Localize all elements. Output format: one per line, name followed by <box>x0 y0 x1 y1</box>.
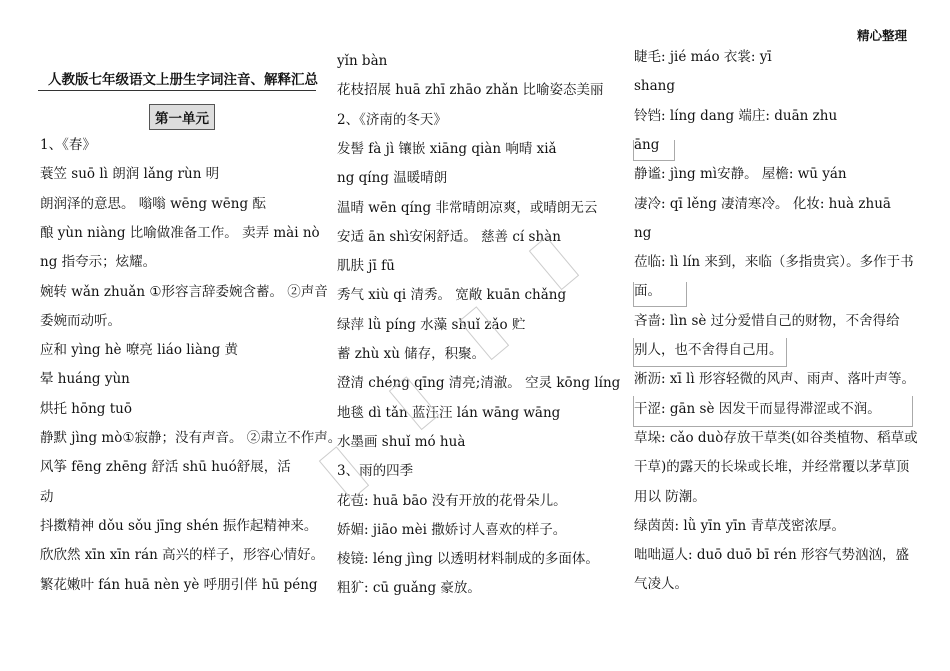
underline-box <box>633 140 675 161</box>
text-line: 绿萍 lǜ píng 水藻 shuǐ zǎo 贮 <box>337 316 526 333</box>
underline-box <box>633 338 787 367</box>
text-line: 咄咄逼人: duō duō bī rén 形容气势汹汹，盛 <box>634 547 910 564</box>
text-line: 抖擞精神 dǒu sǒu jīng shén 振作起精神来。 <box>40 517 318 534</box>
text-line: 花苞: huā bāo 没有开放的花骨朵儿。 <box>337 492 567 509</box>
text-line: 花枝招展 huā zhī zhāo zhǎn 比喻姿态美丽 <box>337 82 604 99</box>
text-line: 干草)的露天的长垛或长堆，并经常覆以茅草顶 <box>634 459 910 476</box>
text-line: 别人，也不舍得自己用。 <box>634 342 783 358</box>
text-line: 1、《春》 <box>40 137 96 153</box>
text-line: 澄清 chéng qīng 清亮;清澈。 空灵 kōng líng <box>337 375 621 392</box>
text-line: ng 指夸示；炫耀。 <box>40 254 157 271</box>
underline-box <box>633 396 913 427</box>
text-line: 2、《济南的冬天》 <box>337 111 447 128</box>
text-line: 草垛: cǎo duò存放干草类(如谷类植物、稻草或 <box>634 429 918 446</box>
text-line: 用以 防潮。 <box>634 488 706 505</box>
text-line: 晕 huáng yùn <box>40 371 130 388</box>
text-line: 应和 yìng hè 嘹亮 liáo liàng 黄 <box>40 342 239 359</box>
text-line: 蓄 zhù xù 储存，积聚。 <box>337 346 486 362</box>
text-line: 面。 <box>634 283 661 300</box>
text-line: 委婉而动听。 <box>40 312 121 329</box>
text-line: 烘托 hōng tuō <box>40 400 132 417</box>
text-line: 欣欣然 xīn xīn rán 高兴的样子，形容心情好。 <box>40 547 325 564</box>
text-line: 繁花嫩叶 fán huā nèn yè 呼朋引伴 hū péng <box>40 576 318 593</box>
text-line: 静谧: jìng mì安静。 屋檐: wū yán <box>634 166 847 183</box>
text-line: 棱镜: léng jìng 以透明材料制成的多面体。 <box>337 551 599 568</box>
text-line: 酿 yùn niàng 比喻做准备工作。 卖弄 mài nò <box>40 224 320 241</box>
text-line: 安适 ān shì安闲舒适。 慈善 cí shàn <box>337 228 561 245</box>
text-line: yǐn bàn <box>337 53 388 69</box>
unit-label: 第一单元 <box>149 104 215 130</box>
title-rule <box>38 90 316 91</box>
text-line: 娇媚: jiāo mèi 撒娇讨人喜欢的样子。 <box>337 521 567 538</box>
text-line: 水墨画 shuǐ mó huà <box>337 433 466 450</box>
text-line: ng <box>634 224 652 241</box>
text-line: 吝啬: lìn sè 过分爱惜自己的财物，不舍得给 <box>634 312 900 329</box>
text-line: 凄冷: qī lěng 凄清寒冷。 化妆: huà zhuā <box>634 195 891 212</box>
text-line: 静默 jìng mò①寂静；没有声音。 ②肃立不作声。 <box>40 430 342 446</box>
text-line: 铃铛: líng dang 端庄: duān zhu <box>634 107 838 124</box>
text-line: 粗犷: cū guǎng 豪放。 <box>337 580 481 597</box>
text-line: 发髻 fà jì 镶嵌 xiāng qiàn 响晴 xiǎ <box>337 140 557 157</box>
text-line: 莅临: lì lín 来到，来临（多指贵宾）。多作于书 <box>634 254 914 271</box>
text-line: 3、雨的四季 <box>337 463 414 480</box>
text-line: 气凌人。 <box>634 576 688 593</box>
text-line: 蓑笠 suō lì 朗润 lǎng rùn 明 <box>40 166 220 183</box>
top-right-label: 精心整理 <box>857 28 908 43</box>
text-line: 淅沥: xī lì 形容轻微的风声、雨声、落叶声等。 <box>634 371 915 388</box>
text-line: 温晴 wēn qíng 非常晴朗凉爽，或晴朗无云 <box>337 199 598 216</box>
text-line: 秀气 xiù qi 清秀。 宽敞 kuān chǎng <box>337 287 567 304</box>
text-line: 动 <box>40 488 54 505</box>
text-line: 风筝 fēng zhēng 舒活 shū huó舒展，活 <box>40 459 291 476</box>
text-line: 朗润泽的意思。 嗡嗡 wēng wēng 酝 <box>40 195 266 212</box>
document-title: 人教版七年级语文上册生字词注音、解释汇总 <box>48 72 318 88</box>
text-line: āng <box>634 136 660 153</box>
text-line: 睫毛: jié máo 衣裳: yī <box>634 49 772 65</box>
text-line: 干涩: gān sè 因发干而显得滞涩或不润。 <box>634 400 881 417</box>
underline-box <box>633 282 687 307</box>
text-line: 婉转 wǎn zhuǎn ①形容言辞委婉含蓄。 ②声音 <box>40 283 328 300</box>
text-line: shang <box>634 78 676 95</box>
text-line: 地毯 dì tǎn 蓝汪汪 lán wāng wāng <box>337 404 561 421</box>
text-line: 肌肤 jī fū <box>337 258 395 275</box>
text-line: ng qíng 温暖晴朗 <box>337 170 448 187</box>
text-line: 绿茵茵: lǜ yīn yīn 青草茂密浓厚。 <box>634 517 846 534</box>
